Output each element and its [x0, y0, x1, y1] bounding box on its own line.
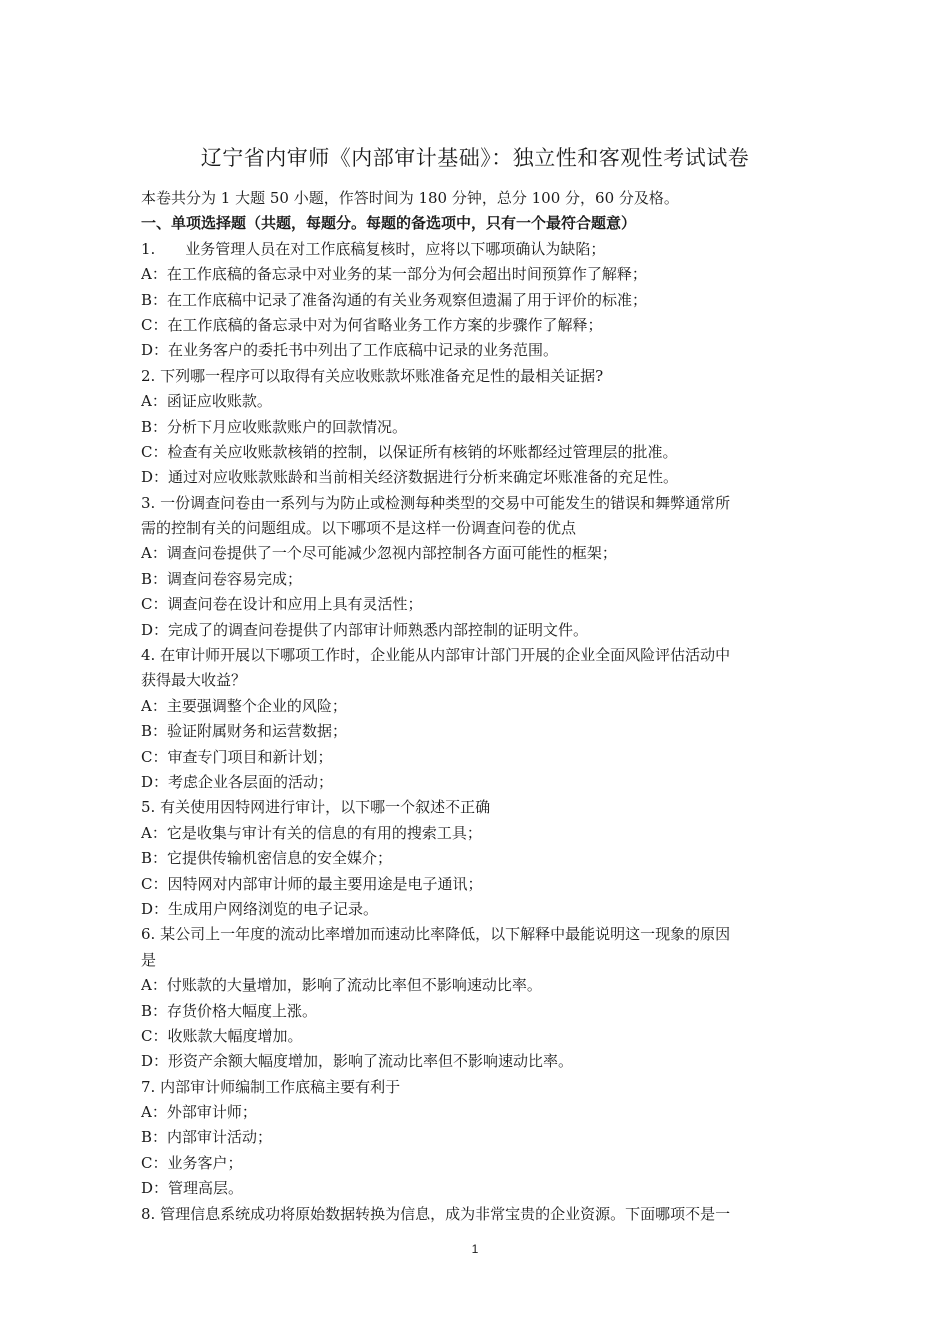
text-line: C：调查问卷在设计和应用上具有灵活性； — [141, 595, 423, 614]
text-line: A：付账款的大量增加，影响了流动比率但不影响速动比率。 — [141, 976, 542, 995]
text-line: 3. 一份调查问卷由一系列与为防止或检测每种类型的交易中可能发生的错误和舞弊通常所 — [141, 493, 731, 512]
text-line: A：外部审计师； — [141, 1103, 257, 1122]
text-line: B：在工作底稿中记录了准备沟通的有关业务观察但遗漏了用于评价的标准； — [141, 290, 648, 309]
text-line: A：调查问卷提供了一个尽可能减少忽视内部控制各方面可能性的框架； — [141, 544, 617, 563]
section-heading: 一、单项选择题（共题，每题分。每题的备选项中，只有一个最符合题意） — [141, 214, 637, 233]
document-body — [141, 186, 813, 1227]
document-title: 辽宁省内审师《内部审计基础》：独立性和客观性考试试卷 — [200, 146, 750, 170]
text-line: 5. 有关使用因特网进行审计，以下哪一个叙述不正确 — [141, 798, 491, 817]
text-line: 2. 下列哪一程序可以取得有关应收账款坏账准备充足性的最相关证据? — [141, 366, 604, 385]
text-line: C：收账款大幅度增加。 — [141, 1026, 303, 1045]
text-line: C：检查有关应收账款核销的控制，以保证所有核销的坏账都经过管理层的批准。 — [141, 442, 678, 461]
page-number: 1 — [471, 1242, 479, 1256]
text-line: A：主要强调整个企业的风险； — [141, 696, 347, 715]
text-line: D：形资产余额大幅度增加，影响了流动比率但不影响速动比率。 — [141, 1052, 574, 1071]
text-line: C：在工作底稿的备忘录中对为何省略业务工作方案的步骤作了解释； — [141, 315, 603, 334]
text-line: D：通过对应收账款账龄和当前相关经济数据进行分析来确定坏账准备的充足性。 — [141, 468, 679, 487]
text-line: 获得最大收益？ — [141, 671, 247, 690]
text-line: 1. 业务管理人员在对工作底稿复核时，应将以下哪项确认为缺陷； — [141, 239, 606, 258]
text-line: B：存货价格大幅度上涨。 — [141, 1001, 318, 1020]
text-line: A：函证应收账款。 — [141, 392, 272, 411]
text-line: C：因特网对内部审计师的最主要用途是电子通讯； — [141, 874, 483, 893]
text-line: 6. 某公司上一年度的流动比率增加而速动比率降低，以下解释中最能说明这一现象的原因 — [141, 925, 731, 944]
text-line: 需的控制有关的问题组成。以下哪项不是这样一份调查问卷的优点 — [141, 519, 577, 538]
text-line: B：调查问卷容易完成； — [141, 569, 303, 588]
text-line: A：它是收集与审计有关的信息的有用的搜索工具； — [141, 823, 482, 842]
text-line: 4. 在审计师开展以下哪项工作时，企业能从内部审计部门开展的企业全面风险评估活动中 — [141, 646, 731, 665]
text-line: C：业务客户； — [141, 1153, 243, 1172]
text-line: D：考虑企业各层面的活动； — [141, 772, 334, 791]
text-line: D：生成用户网络浏览的电子记录。 — [141, 899, 379, 918]
text-line: 是 — [141, 950, 157, 969]
text-line: D：在业务客户的委托书中列出了工作底稿中记录的业务范围。 — [141, 341, 559, 360]
text-line: C：审查专门项目和新计划； — [141, 747, 333, 766]
text-line: 8. 管理信息系统成功将原始数据转换为信息，成为非常宝贵的企业资源。下面哪项不是一 — [141, 1204, 731, 1223]
text-line: 7. 内部审计师编制工作底稿主要有利于 — [141, 1077, 401, 1096]
exam-intro: 本卷共分为 1 大题 50 小题，作答时间为 180 分钟，总分 100 分，60 分及格。 — [141, 189, 679, 207]
text-line: B：它提供传输机密信息的安全媒介； — [141, 849, 393, 868]
text-line: B：分析下月应收账款账户的回款情况。 — [141, 417, 408, 436]
text-line: D：完成了的调查问卷提供了内部审计师熟悉内部控制的证明文件。 — [141, 620, 589, 639]
text-line: B：验证附属财务和运营数据； — [141, 722, 348, 741]
text-line: D：管理高层。 — [141, 1179, 244, 1198]
text-line: B：内部审计活动； — [141, 1128, 273, 1147]
text-line: A：在工作底稿的备忘录中对业务的某一部分为何会超出时间预算作了解释； — [141, 265, 647, 284]
